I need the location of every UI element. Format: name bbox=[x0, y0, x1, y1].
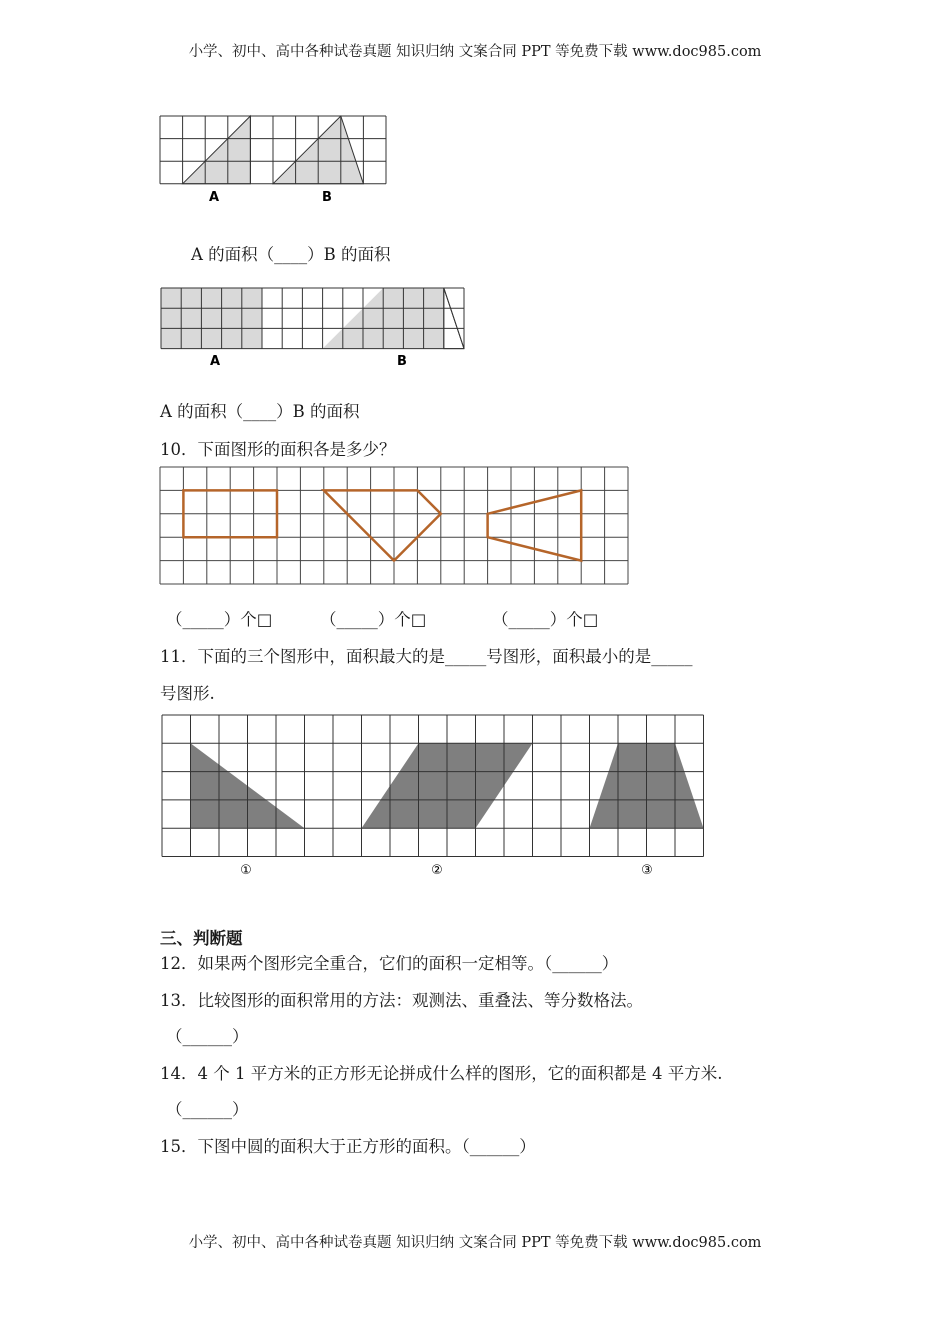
figure-2-compare: A 的面积（____）B 的面积 bbox=[160, 402, 360, 421]
figure-1-label-b: B bbox=[322, 190, 332, 205]
q11-grid bbox=[162, 715, 737, 880]
figure-2-label-a: A bbox=[209, 354, 221, 369]
q10-title: 10．下面图形的面积各是多少？ bbox=[160, 440, 396, 459]
shape-a bbox=[183, 116, 251, 184]
q11-line-2: 号图形. bbox=[160, 684, 215, 703]
page-header: 小学、初中、高中各种试卷真题 知识归纳 文案合同 PPT 等免费下载 www.doc985.com bbox=[188, 44, 762, 60]
q10-grid bbox=[160, 467, 630, 585]
shape-b-triangle bbox=[323, 288, 384, 349]
figure-2-grid bbox=[161, 288, 471, 370]
shape-b-rect bbox=[383, 288, 444, 349]
figure-1-label-a: A bbox=[208, 190, 220, 205]
shape-a bbox=[161, 288, 262, 349]
q11-label-1: ① bbox=[240, 863, 252, 878]
q11-label-2: ② bbox=[431, 863, 443, 878]
q14-text: 14．4 个 1 平方米的正方形无论拼成什么样的图形，它的面积都是 4 平方米. bbox=[160, 1064, 723, 1083]
q13-blank: （______） bbox=[166, 1027, 249, 1046]
q12-text: 12．如果两个图形完全重合，它们的面积一定相等。（______） bbox=[160, 954, 619, 973]
q11-label-3: ③ bbox=[641, 863, 653, 878]
page-footer: 小学、初中、高中各种试卷真题 知识归纳 文案合同 PPT 等免费下载 www.doc985.com bbox=[188, 1235, 762, 1251]
figure-1-compare: A 的面积（____）B 的面积 bbox=[191, 245, 391, 264]
q10-answer-2: （_____）个□ bbox=[320, 610, 427, 629]
q15-text: 15．下图中圆的面积大于正方形的面积。（______） bbox=[160, 1137, 536, 1156]
figure-2-label-b: B bbox=[397, 354, 407, 369]
q14-blank: （______） bbox=[166, 1100, 249, 1119]
section-3-title: 三、判断题 bbox=[160, 929, 243, 948]
q10-answer-3: （_____）个□ bbox=[492, 610, 599, 629]
figure-1-grid bbox=[160, 116, 390, 208]
q10-answer-1: （_____）个□ bbox=[166, 610, 273, 629]
q11-line-1: 11．下面的三个图形中，面积最大的是_____号图形，面积最小的是_____ bbox=[160, 647, 693, 666]
q13-text: 13．比较图形的面积常用的方法：观测法、重叠法、等分数格法。 bbox=[160, 991, 643, 1010]
shape-pentagon bbox=[324, 490, 441, 560]
